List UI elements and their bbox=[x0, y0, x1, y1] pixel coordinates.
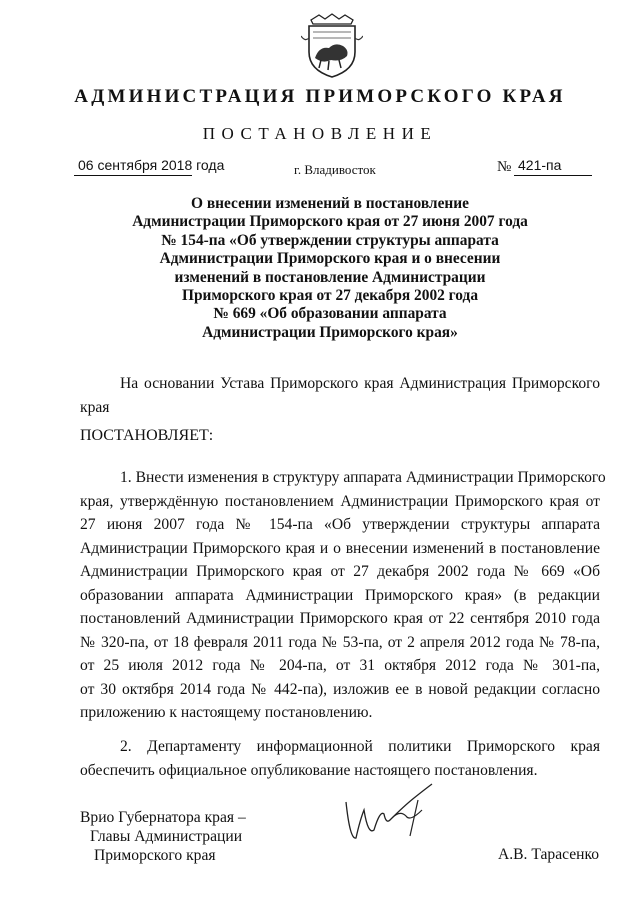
title-line: Администрации Приморского края и о внесении bbox=[159, 250, 501, 268]
number-underline bbox=[514, 175, 592, 176]
title-line: О внесении изменений в постановление bbox=[191, 195, 469, 212]
preamble-paragraph bbox=[80, 372, 600, 419]
text-line: № 320-па, от 18 февраля 2011 года № 53-па, от 2 апреля 2012 года № 78-па, bbox=[80, 633, 600, 651]
text-line: 27 июня 2007 года № 154-па «Об утверждении структуры аппарата bbox=[80, 516, 600, 533]
text-line: края bbox=[80, 398, 110, 416]
text-line: Администрации Приморского края и о внесении изменений в постановление bbox=[80, 539, 600, 557]
document-date: 06 сентября 2018 года bbox=[78, 157, 225, 173]
title-line: Администрации Приморского края от 27 июня 2007 года bbox=[132, 213, 528, 231]
item-2-paragraph bbox=[80, 735, 600, 782]
text-line: 1. Внести изменения в структуру аппарата Администрации Приморского bbox=[120, 469, 606, 486]
coat-of-arms-emblem bbox=[301, 12, 363, 80]
title-line: Приморского края от 27 декабря 2002 года bbox=[181, 287, 479, 305]
signatory-name: А.В. Тарасенко bbox=[498, 846, 600, 863]
signatory-title-line: Приморского края bbox=[94, 847, 216, 864]
text-line: 2. Департаменту информационной политики Приморского края bbox=[120, 738, 600, 755]
text-line: образовании аппарата Администрации Приморского края» (в редакции bbox=[80, 586, 600, 604]
title-line: изменений в постановление Администрации bbox=[174, 268, 486, 286]
text-line: обеспечить официальное опубликование настоящего постановления. bbox=[80, 761, 538, 779]
signatory-title bbox=[80, 808, 246, 865]
document-title bbox=[100, 195, 560, 342]
document-number: 421-па bbox=[518, 157, 562, 173]
title-line: № 669 «Об образовании аппарата bbox=[213, 305, 447, 323]
title-line: № 154-па «Об утверждении структуры аппарата bbox=[161, 231, 499, 249]
item-1-paragraph bbox=[80, 466, 606, 725]
text-line: от 30 октября 2014 года № 442-па), изложив ее в новой редакции согласно bbox=[80, 680, 600, 698]
signatory-title-line: Главы Администрации bbox=[90, 828, 243, 845]
date-underline bbox=[74, 175, 192, 176]
text-line: постановлений Администрации Приморского края от 22 сентября 2010 года bbox=[80, 610, 600, 627]
text-line: края, утверждённую постановлением Администрации Приморского края от bbox=[80, 492, 600, 510]
title-line: Администрации Приморского края» bbox=[202, 323, 458, 341]
document-type: ПОСТАНОВЛЕНИЕ bbox=[202, 124, 438, 143]
decree-word: ПОСТАНОВЛЯЕТ: bbox=[80, 427, 214, 444]
signatory-title-line: Врио Губернатора края – bbox=[80, 809, 246, 826]
text-line: Администрации Приморского края от 27 декабря 2002 года № 669 «Об bbox=[80, 563, 600, 580]
text-line: от 25 июля 2012 года № 204-па, от 31 октября 2012 года № 301-па, bbox=[80, 657, 600, 674]
text-line: приложению к настоящему постановлению. bbox=[80, 704, 373, 721]
handwritten-signature bbox=[334, 780, 444, 850]
number-label: № bbox=[497, 159, 512, 175]
organization-name: АДМИНИСТРАЦИЯ ПРИМОРСКОГО КРАЯ bbox=[74, 86, 566, 107]
document-city: г. Владивосток bbox=[294, 162, 376, 177]
text-line: На основании Устава Приморского края Администрация Приморского bbox=[120, 375, 600, 392]
